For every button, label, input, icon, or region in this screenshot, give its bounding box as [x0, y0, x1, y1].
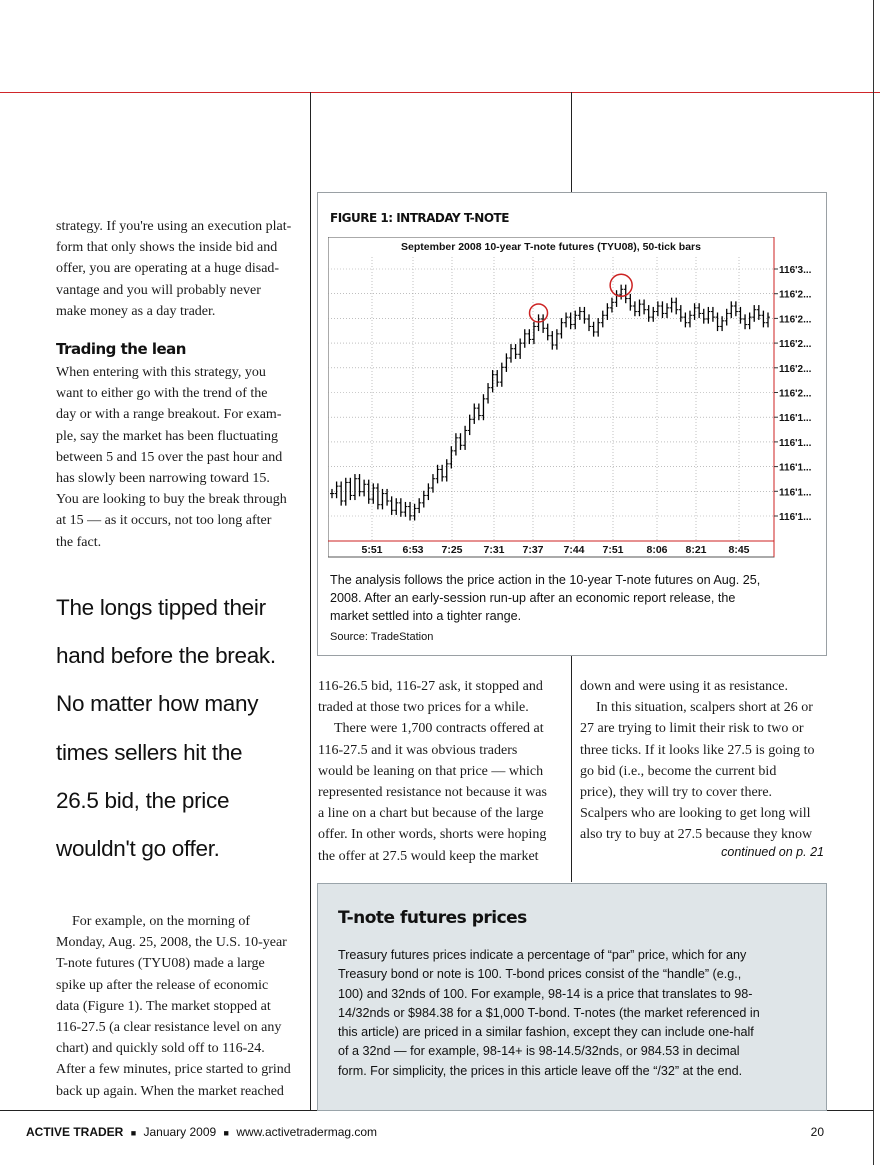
- bullet-icon: ■: [223, 1128, 229, 1138]
- text-line: Monday, Aug. 25, 2008, the U.S. 10-year: [56, 935, 287, 951]
- text-line: the fact.: [56, 534, 102, 550]
- text-line: 116-26.5 bid, 116-27 ask, it stopped and: [318, 679, 543, 694]
- text-line: three ticks. If it looks like 27.5 is going to: [580, 742, 815, 758]
- sidebar-line: of a 32nd — for example, 98-14+ is 98-14.5/32nds, or 984.53 in decimal: [338, 1044, 740, 1059]
- x-tick-label: 7:51: [602, 544, 624, 556]
- text-line: chart) and quickly sold off to 116-24.: [56, 1041, 265, 1057]
- pull-quote-line: times sellers hit the: [56, 739, 243, 765]
- page-number: 20: [810, 1125, 824, 1139]
- text-line: Scalpers who are looking to get long will: [580, 806, 811, 822]
- pull-quote-line: wouldn't go offer.: [56, 836, 220, 862]
- text-line: between 5 and 15 over the past hour and: [56, 449, 283, 465]
- text-line: down and were using it as resistance.: [580, 679, 788, 694]
- text-line: price), they will try to cover there.: [580, 785, 773, 801]
- y-tick-label: 116'1...: [779, 462, 812, 474]
- y-tick-label: 116'1...: [779, 437, 812, 449]
- text-line: would be leaning on that price — which: [318, 763, 544, 779]
- text-line: 116-27.5 (a clear resistance level on any: [56, 1020, 282, 1036]
- sidebar-box: [317, 883, 827, 1111]
- text-line: After a few minutes, price started to grind: [56, 1062, 291, 1078]
- sidebar-line: form. For simplicity, the prices in this article leave off the “/32” at the end.: [338, 1063, 743, 1078]
- x-tick-label: 5:51: [361, 544, 383, 556]
- top-rule: [0, 92, 880, 93]
- pull-quote-line: The longs tipped their: [56, 595, 266, 620]
- footer-brand: ACTIVE TRADER: [26, 1125, 124, 1139]
- sidebar-line: 14/32nds or $984.38 for a $1,000 T-bond. T-notes (the market referenced in: [338, 1005, 760, 1020]
- footer-url[interactable]: www.activetradermag.com: [236, 1125, 378, 1139]
- left-lean-text: [56, 362, 306, 553]
- pull-quote-line: hand before the break.: [56, 643, 276, 669]
- text-line: traded at those two prices for a while.: [318, 700, 529, 716]
- text-line: back up again. When the market reached: [56, 1083, 284, 1099]
- x-tick-label: 6:53: [402, 544, 424, 556]
- text-line: There were 1,700 contracts offered at: [334, 721, 544, 737]
- text-line: spike up after the release of economic: [56, 977, 269, 993]
- y-tick-label: 116'3...: [779, 265, 812, 276]
- y-tick-label: 116'1...: [779, 512, 812, 523]
- chart-title: September 2008 10-year T-note futures (TYU08), 50-tick bars: [401, 241, 701, 253]
- text-line: You are looking to buy the break through: [56, 492, 287, 508]
- text-line: go bid (i.e., become the current bid: [580, 763, 777, 779]
- sidebar-line: Treasury futures prices indicate a percentage of “par” price, which for any: [338, 948, 747, 962]
- caption-line: market settled into a tighter range.: [330, 609, 522, 623]
- text-line: In this situation, scalpers short at 26 or: [596, 700, 813, 716]
- x-tick-label: 7:37: [522, 544, 544, 556]
- text-line: the offer at 27.5 would keep the market: [318, 848, 539, 864]
- figure-label: FIGURE 1: INTRADAY T-NOTE: [330, 211, 509, 225]
- left-intro-text: [56, 216, 306, 322]
- text-line: offer, you are operating at a huge disad-: [56, 261, 280, 277]
- text-line: data (Figure 1). The market stopped at: [56, 998, 271, 1014]
- footer-date: January 2009: [143, 1125, 217, 1139]
- pull-quote-line: No matter how many: [56, 691, 259, 717]
- text-line: represented resistance not because it was: [318, 785, 547, 801]
- sidebar-line: Treasury bond or note is 100. T-bond prices consist of the “handle” (e.g.,: [338, 967, 742, 982]
- text-line: has slowly been narrowing toward 15.: [56, 471, 270, 487]
- y-tick-label: 116'2...: [779, 339, 812, 351]
- continued-link[interactable]: continued on p. 21: [721, 845, 824, 859]
- caption-line: 2008. After an early-session run-up after an economic report release, the: [330, 591, 736, 605]
- y-tick-labels: [774, 265, 812, 523]
- right-column-text: [580, 676, 826, 846]
- sidebar-text: [338, 946, 818, 1081]
- text-line: day or with a range breakout. For exam-: [56, 407, 282, 423]
- x-tick-label: 7:25: [441, 544, 463, 556]
- footer: [26, 1125, 377, 1139]
- column-divider-left: [310, 92, 311, 1110]
- middle-column-text: [318, 676, 568, 867]
- pull-quote: [56, 584, 308, 873]
- text-line: 116-27.5 and it was obvious traders: [318, 742, 518, 758]
- x-tick-label: 8:06: [646, 544, 668, 556]
- text-line: vantage and you will probably never: [56, 282, 261, 298]
- text-line: T-note futures (TYU08) made a large: [56, 956, 265, 972]
- text-line: 27 are trying to limit their risk to two or: [580, 721, 804, 737]
- text-line: ple, say the market has been fluctuating: [56, 428, 278, 444]
- price-chart: [328, 237, 824, 559]
- y-tick-label: 116'1...: [779, 413, 812, 425]
- x-tick-label: 7:31: [483, 544, 505, 556]
- text-line: strategy. If you're using an execution plat-: [56, 219, 292, 234]
- pull-quote-line: 26.5 bid, the price: [56, 787, 230, 813]
- sidebar-line: this article) are priced in a similar fashion, except they can include one-half: [338, 1025, 754, 1040]
- left-example-text: [56, 911, 306, 1102]
- x-tick-label: 8:21: [685, 544, 707, 556]
- sidebar-title: T-note futures prices: [338, 908, 527, 928]
- page-edge-right: [873, 0, 874, 1165]
- text-line: make money as a day trader.: [56, 303, 216, 319]
- text-line: want to either go with the trend of the: [56, 386, 268, 402]
- figure-source: Source: TradeStation: [330, 631, 434, 643]
- section-subhead: Trading the lean: [56, 340, 186, 358]
- text-line: offer. In other words, shorts were hoping: [318, 827, 547, 843]
- bullet-icon: ■: [130, 1128, 137, 1138]
- caption-line: The analysis follows the price action in the 10-year T-note futures on Aug. 25,: [330, 573, 761, 587]
- figure-caption: [330, 571, 816, 625]
- x-tick-label: 7:44: [563, 544, 585, 556]
- text-line: When entering with this strategy, you: [56, 365, 266, 380]
- y-tick-label: 116'1...: [779, 487, 812, 499]
- text-line: also try to buy at 27.5 because they know: [580, 827, 813, 843]
- y-tick-label: 116'2...: [779, 289, 812, 301]
- text-line: For example, on the morning of: [72, 914, 251, 929]
- text-line: a line on a chart but because of the large: [318, 806, 544, 822]
- y-tick-label: 116'2...: [779, 388, 812, 400]
- y-tick-label: 116'2...: [779, 314, 812, 326]
- x-tick-label: 8:45: [728, 544, 750, 556]
- text-line: form that only shows the inside bid and: [56, 240, 278, 256]
- text-line: at 15 — as it occurs, not too long after: [56, 513, 272, 529]
- y-tick-label: 116'2...: [779, 363, 812, 375]
- figure-box: [317, 192, 827, 656]
- sidebar-line: 100) and 32nds of 100. For example, 98-14 is a price that translates to 98-: [338, 986, 753, 1001]
